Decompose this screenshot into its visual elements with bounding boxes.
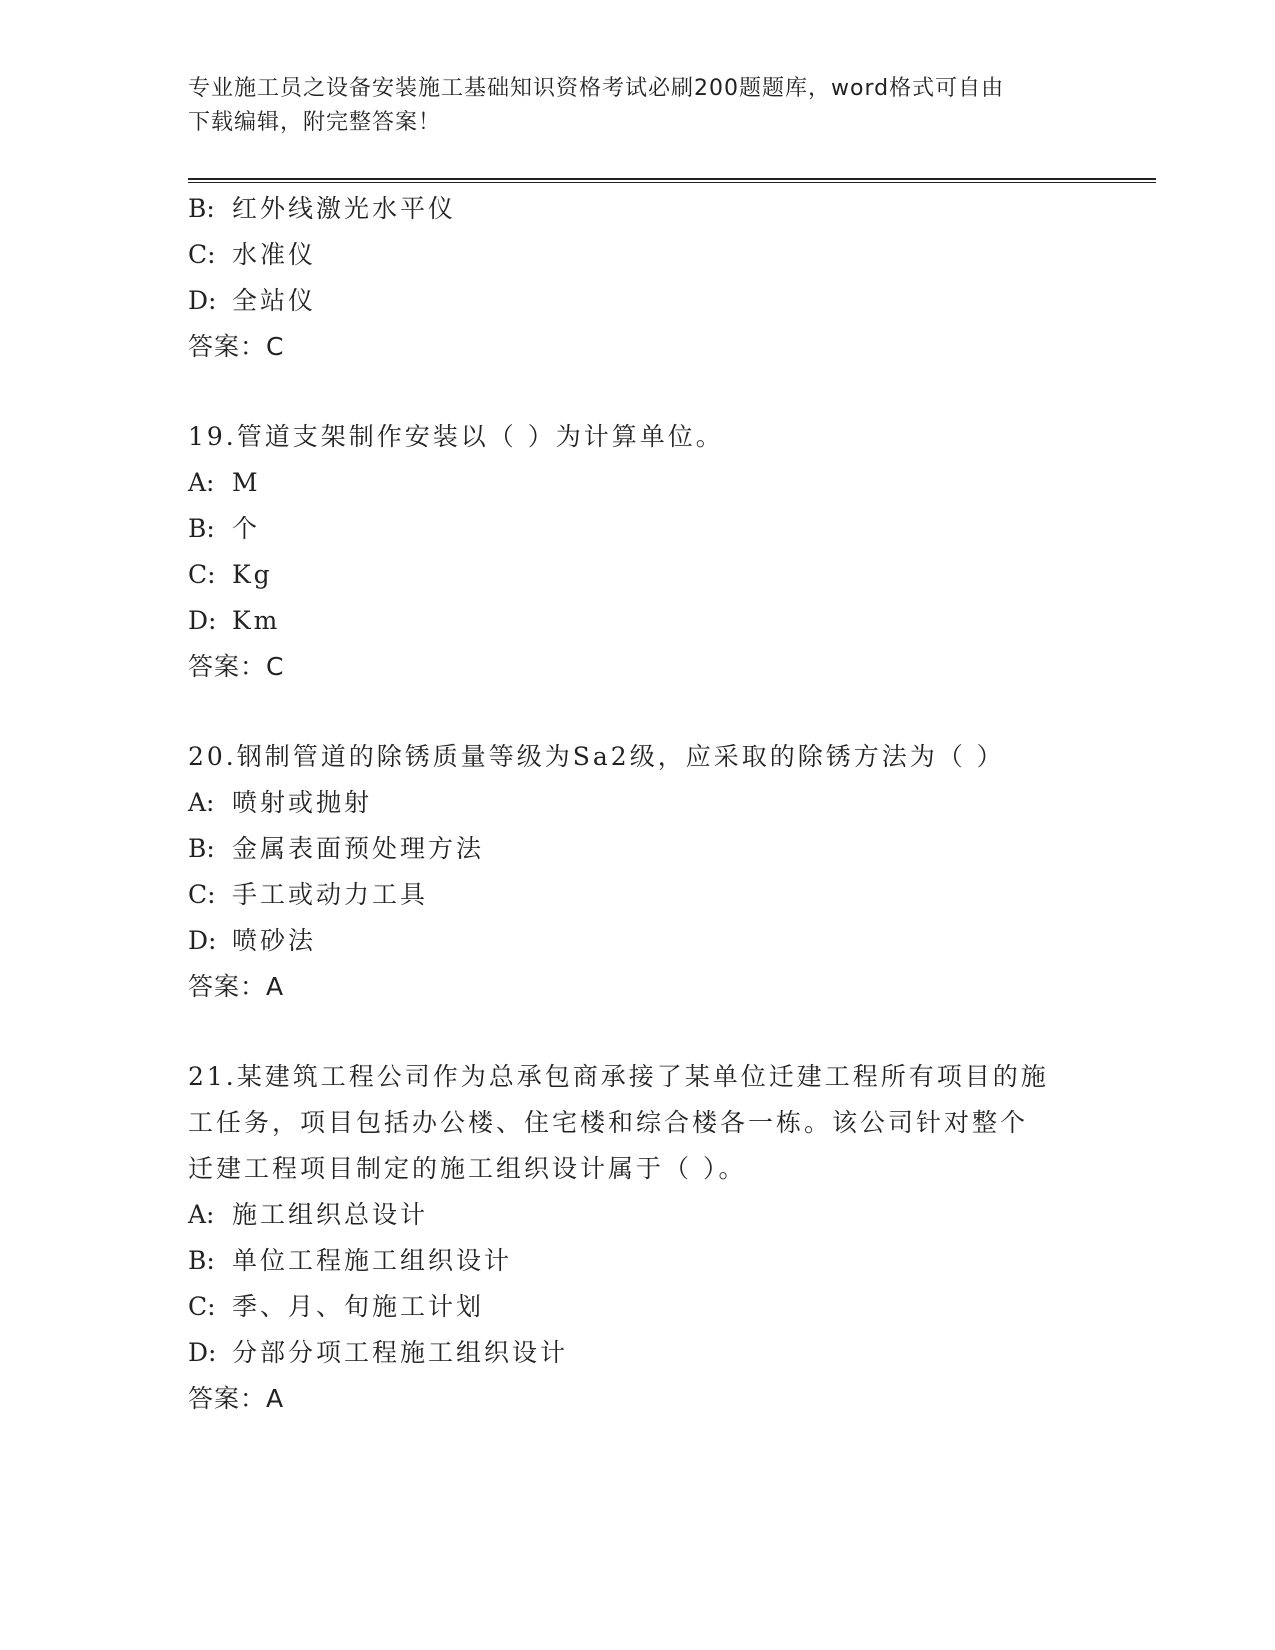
option-c [188,552,1088,598]
answer-line: 答案：C [188,652,285,681]
option-c [188,232,1088,278]
option-c [188,872,1088,918]
option-text: 水准仪 [232,240,317,269]
answer-line: 答案：C [188,332,285,361]
option-text: Kg [232,560,273,589]
option-text: 手工或动力工具 [232,880,429,909]
option-letter: C: [188,240,216,269]
option-letter: C: [188,1292,216,1321]
header-divider [188,178,1156,183]
question-stem: 19.管道支架制作安装以（ ）为计算单位。 [188,422,724,451]
question-stem-line-1: 21.某建筑工程公司作为总承包商承接了某单位迁建工程所有项目的施 [188,1062,1049,1091]
option-text: 个 [232,514,261,543]
question-20 [188,734,1088,1010]
option-text: 全站仪 [232,286,317,315]
option-text: 喷射或抛射 [232,788,373,817]
option-d [188,598,1088,644]
option-letter: D: [188,926,217,955]
question-19 [188,414,1088,690]
option-b [188,826,1088,872]
option-letter: A: [188,1200,215,1229]
option-letter: B: [188,514,215,543]
option-letter: D: [188,606,217,635]
option-text: 分部分项工程施工组织设计 [232,1338,569,1367]
option-text: 金属表面预处理方法 [232,834,485,863]
option-text: 喷砂法 [232,926,317,955]
question-stem: 20.钢制管道的除锈质量等级为Sa2级，应采取的除锈方法为（ ） [188,742,1005,771]
option-a [188,780,1088,826]
option-letter: C: [188,880,216,909]
answer-line: 答案：A [188,972,285,1001]
option-text: Km [232,606,281,635]
option-text: M [232,468,261,497]
question-18-continued [188,186,1088,370]
question-stem-line-3: 迁建工程项目制定的施工组织设计属于（ ）。 [188,1154,747,1183]
option-d [188,918,1088,964]
option-letter: A: [188,468,215,497]
header-line-2: 下载编辑，附完整答案！ [188,110,442,135]
option-b [188,506,1088,552]
question-21 [188,1054,1088,1422]
option-text: 单位工程施工组织设计 [232,1246,513,1275]
answer-line: 答案：A [188,1384,285,1413]
option-d [188,278,1088,324]
option-b [188,186,1088,232]
option-letter: B: [188,194,215,223]
option-text: 红外线激光水平仪 [232,194,457,223]
question-stem-line-2: 工任务，项目包括办公楼、住宅楼和综合楼各一栋。该公司针对整个 [188,1108,1029,1137]
option-a [188,460,1088,506]
option-letter: B: [188,834,215,863]
option-text: 施工组织总设计 [232,1200,429,1229]
option-text: 季、月、旬施工计划 [232,1292,485,1321]
option-letter: A: [188,788,215,817]
header-line-1: 专业施工员之设备安装施工基础知识资格考试必刷200题题库，word格式可自由 [188,76,1005,101]
option-a [188,1192,1088,1238]
option-letter: C: [188,560,216,589]
option-d [188,1330,1088,1376]
document-header [188,72,1088,140]
option-c [188,1284,1088,1330]
option-letter: D: [188,1338,217,1367]
question-list [188,186,1088,1422]
option-letter: B: [188,1246,215,1275]
option-letter: D: [188,286,217,315]
option-b [188,1238,1088,1284]
